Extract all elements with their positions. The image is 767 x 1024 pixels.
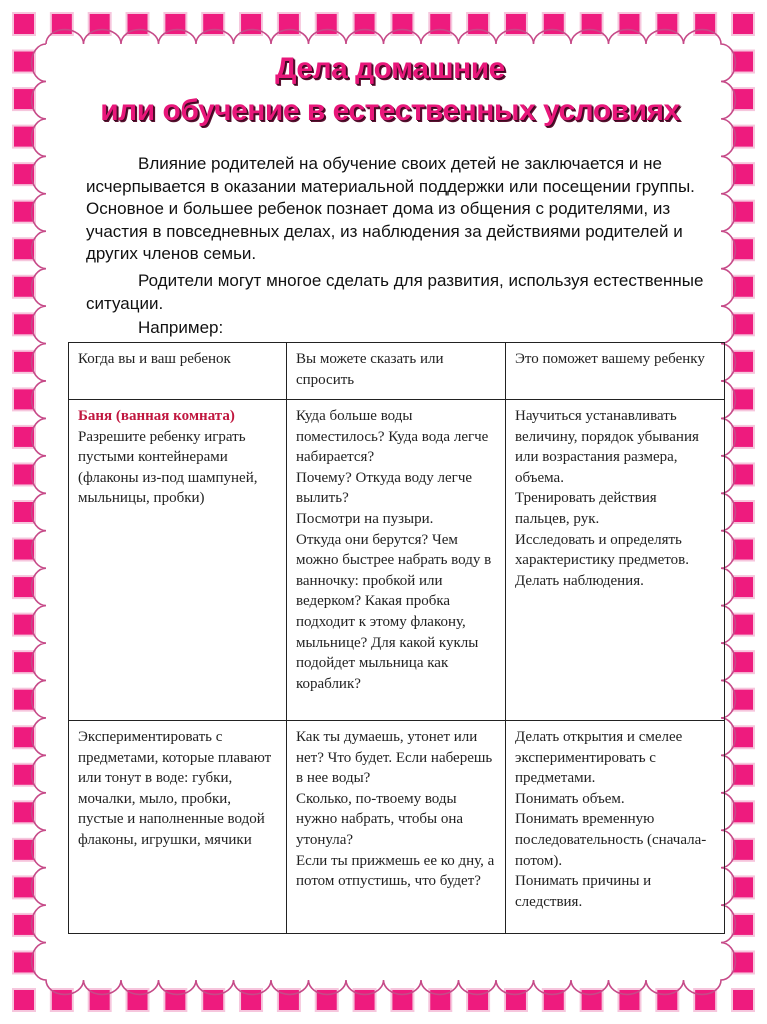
situation-title: Баня (ванная комната) xyxy=(78,408,235,424)
say-line: Если ты прижмешь ее ко дну, а потом отпустишь, что будет? xyxy=(296,852,495,890)
say-cell xyxy=(287,400,506,721)
activities-table xyxy=(68,342,725,934)
say-line: Как ты думаешь, утонет или нет? Что будет. Если наберешь в нее воды? xyxy=(296,729,493,787)
help-cell xyxy=(506,721,725,934)
page-title-line1: Дела домашние xyxy=(275,52,505,85)
say-line: Сколько, по-твоему воды нужно набрать, чтобы она утонула? xyxy=(296,790,463,848)
help-line: Делать наблюдения. xyxy=(515,572,644,589)
say-line: Откуда они берутся? Чем можно быстрее набрать воду в ванночку: пробкой или ведерком? Какая пробка подходит к этому флакону, мыльнице? Для какой куклы подойдет мыльница как кораблик? xyxy=(296,531,492,692)
help-cell xyxy=(506,400,725,721)
border-square xyxy=(732,13,754,35)
intro-paragraph-1: Влияние родителей на обучение своих детей не заключается и не исчерпывается в оказании материальной поддержки или посещении группы. Основное и большее ребенок познает дома из общения с родителями, из участия в повседневных делах, из наблюдения за действиями родителей и других членов семьи. xyxy=(86,154,695,264)
situation-cell xyxy=(69,400,287,721)
help-line: Понимать причины и следствия. xyxy=(515,873,652,910)
border-square xyxy=(13,13,35,35)
header-cell-say: Вы можете сказать или спросить xyxy=(287,343,506,400)
situation-text: Экспериментировать с предметами, которые плавают или тонут в воде: губки, мочалки, мыло, пробки, пустые и наполненные водой флаконы, игрушки, мячики xyxy=(78,729,272,848)
help-line: Понимать временную последовательность (сначала-потом). xyxy=(515,811,707,869)
say-line: Посмотри на пузыри. xyxy=(296,510,434,527)
help-line: Тренировать действия пальцев, рук. xyxy=(515,490,657,527)
header-cell-help: Это поможет вашему ребенку xyxy=(506,343,725,400)
situation-cell xyxy=(69,721,287,934)
help-line: Исследовать и определять характеристику предметов. xyxy=(515,531,689,569)
intro-paragraph-2: Родители могут многое сделать для развития, используя естественные ситуации. xyxy=(86,271,704,313)
help-line: Понимать объем. xyxy=(515,790,625,807)
say-line: Куда больше воды поместилось? Куда вода легче набирается? xyxy=(296,408,489,466)
border-square xyxy=(13,989,35,1011)
say-cell xyxy=(287,721,506,934)
border-square xyxy=(732,989,754,1011)
table-row xyxy=(69,400,725,721)
help-line: Научиться устанавливать величину, порядок убывания или возрастания размера, объема. xyxy=(515,408,699,486)
intro-paragraph-3: Например: xyxy=(138,318,224,337)
help-line: Делать открытия и смелее экспериментировать с предметами. xyxy=(515,729,683,787)
say-line: Почему? Откуда воду легче вылить? xyxy=(296,469,473,507)
page-title-line2: или обучение в естественных условиях xyxy=(100,94,680,127)
table-header-row xyxy=(69,343,725,400)
table-row xyxy=(69,721,725,934)
header-cell-when: Когда вы и ваш ребенок xyxy=(69,343,287,400)
situation-text: Разрешите ребенку играть пустыми контейнерами (флаконы из-под шампуней, мыльницы, пробки) xyxy=(78,428,258,507)
